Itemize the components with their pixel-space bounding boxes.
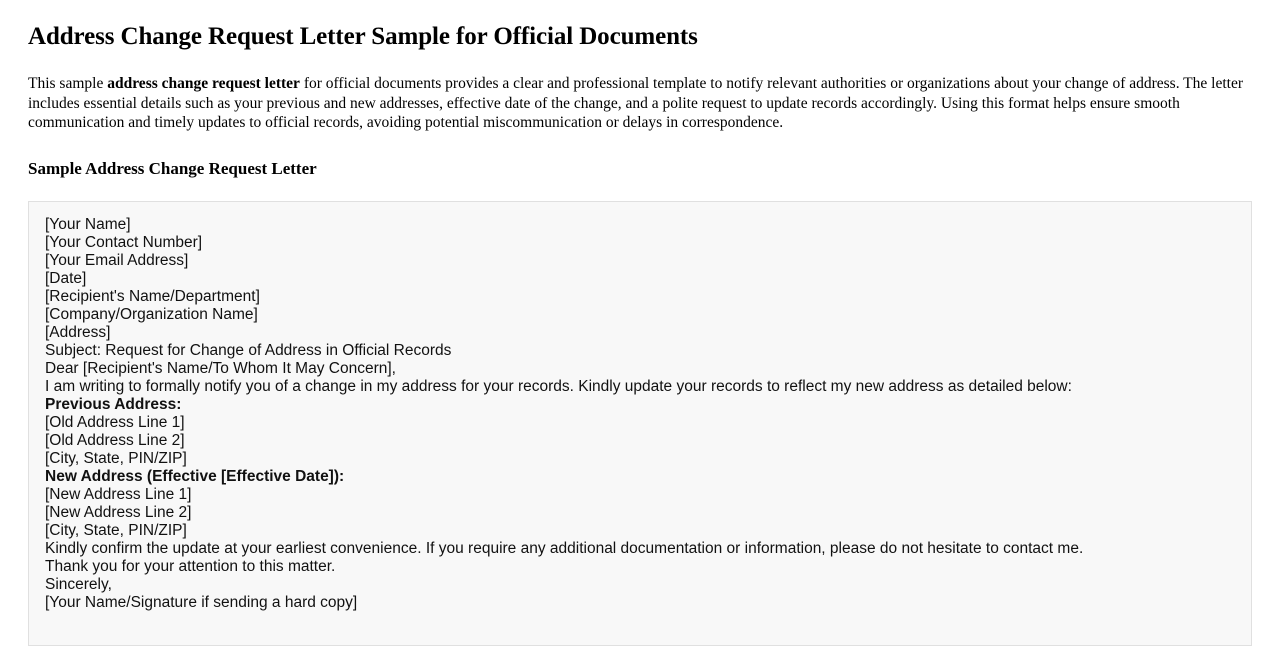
letter-line: [Your Name/Signature if sending a hard copy] bbox=[45, 594, 358, 612]
letter-line: Kindly confirm the update at your earliest convenience. If you require any additional documentation or information, please do not hesitate to contact me. bbox=[45, 540, 1084, 558]
letter-line: [Address] bbox=[45, 324, 111, 342]
letter-line: New Address (Effective [Effective Date]): bbox=[45, 468, 345, 486]
letter-line: [City, State, PIN/ZIP] bbox=[45, 522, 187, 540]
intro-emphasis: address change request letter bbox=[107, 75, 300, 92]
letter-sample-box bbox=[28, 201, 1252, 646]
letter-line: [Company/Organization Name] bbox=[45, 306, 258, 324]
letter-line: [New Address Line 2] bbox=[45, 504, 192, 522]
letter-line: [Your Name] bbox=[45, 216, 131, 234]
page-title: Address Change Request Letter Sample for Official Documents bbox=[28, 23, 698, 50]
letter-line: Dear [Recipient's Name/To Whom It May Concern], bbox=[45, 360, 396, 378]
intro-text-lead: This sample bbox=[28, 75, 108, 92]
letter-line: [Old Address Line 1] bbox=[45, 414, 185, 432]
letter-line: [Old Address Line 2] bbox=[45, 432, 185, 450]
letter-line: [Your Contact Number] bbox=[45, 234, 203, 252]
letter-line: Sincerely, bbox=[45, 576, 112, 594]
letter-line: Previous Address: bbox=[45, 396, 182, 414]
letter-line: [Date] bbox=[45, 270, 87, 288]
letter-line: [Your Email Address] bbox=[45, 252, 189, 270]
section-title: Sample Address Change Request Letter bbox=[28, 159, 317, 179]
letter-line: [New Address Line 1] bbox=[45, 486, 192, 504]
letter-line: I am writing to formally notify you of a change in my address for your records. Kindly update your records to reflect my new address as detailed below: bbox=[45, 378, 1072, 396]
letter-line: Thank you for your attention to this matter. bbox=[45, 558, 336, 576]
letter-line: [Recipient's Name/Department] bbox=[45, 288, 260, 306]
intro-paragraph bbox=[28, 74, 1250, 133]
intro-text-rest: for official documents provides a clear and professional template to notify relevant authorities or organizations about your change of address. The letter includes essential details such as your previous and new addresses, effective date of the change, and a polite request to update records accordingly. Using this format helps ensure smooth communication and timely updates to official records, avoiding potential miscommunication or delays in correspondence. bbox=[28, 75, 1243, 132]
letter-line: [City, State, PIN/ZIP] bbox=[45, 450, 187, 468]
letter-line: Subject: Request for Change of Address in Official Records bbox=[45, 342, 452, 360]
